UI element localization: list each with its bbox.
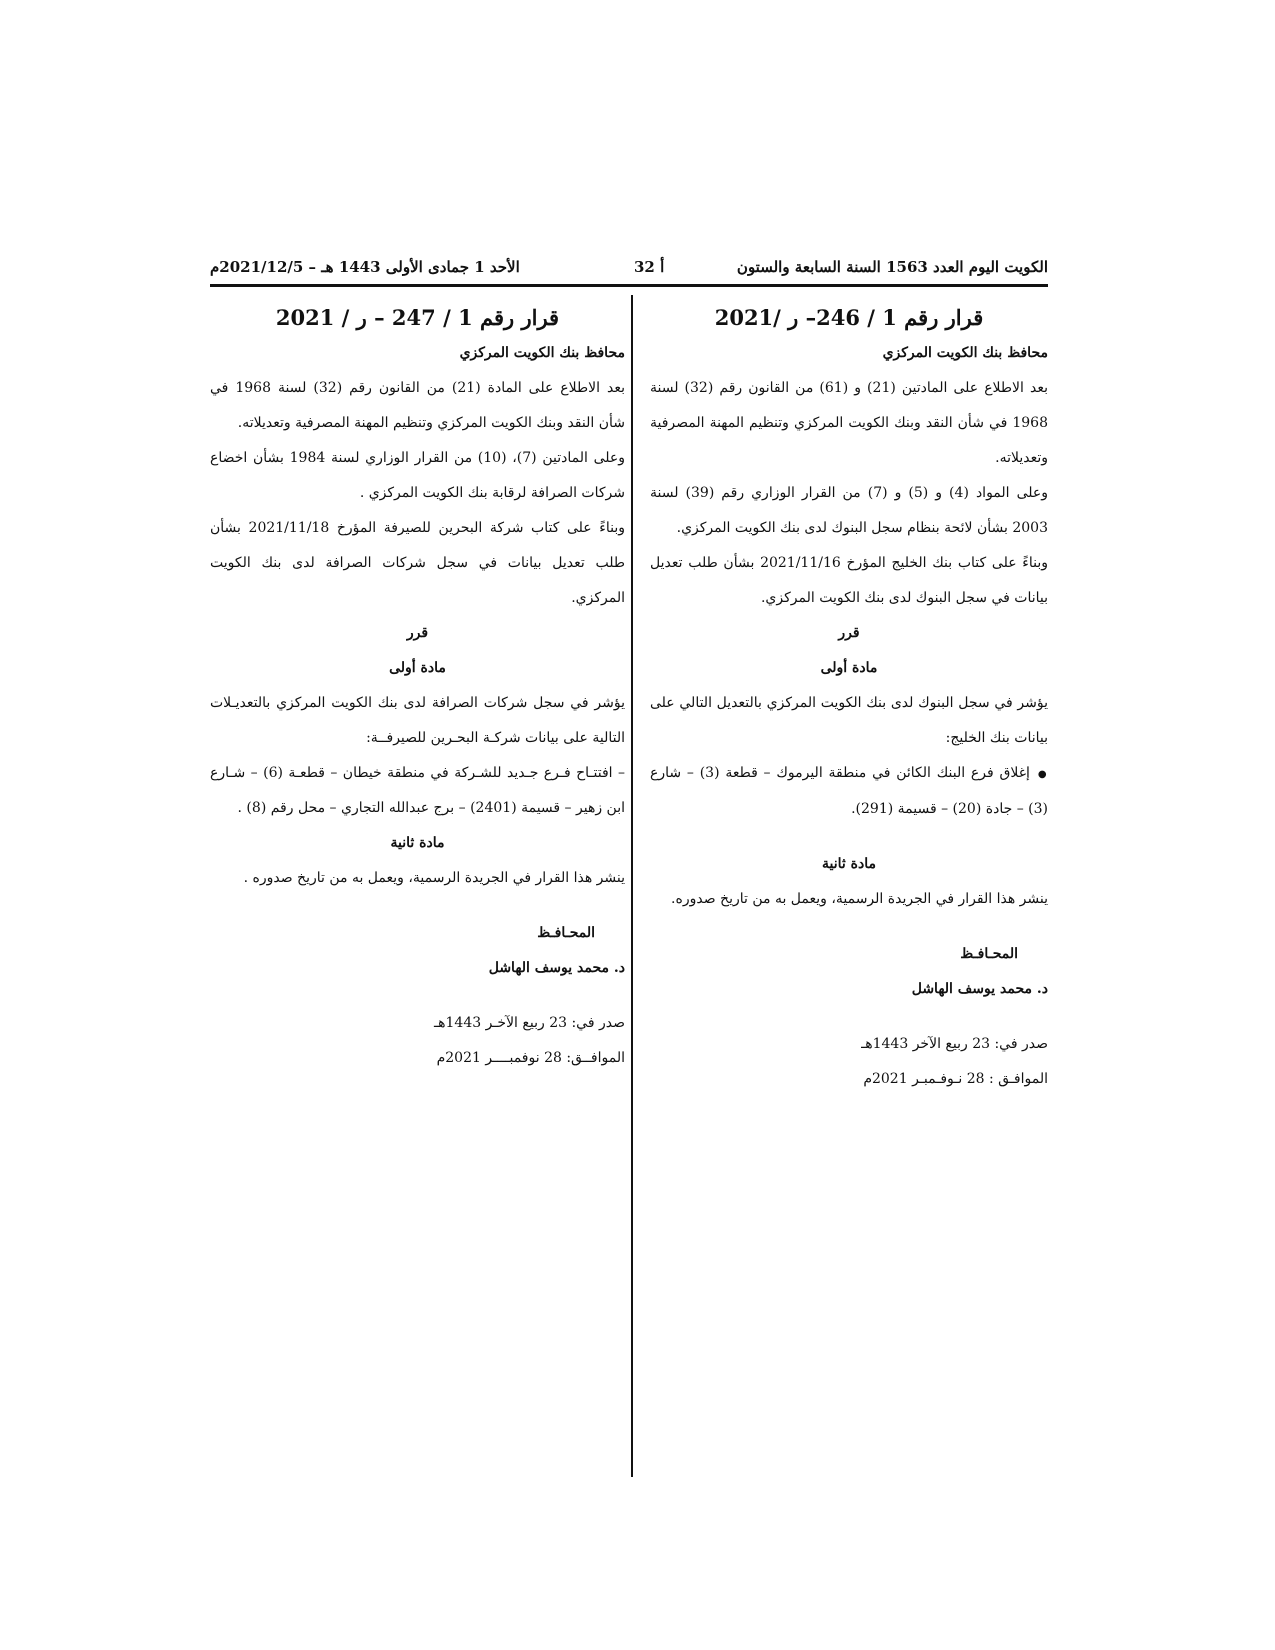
article-1-item: ● إغلاق فرع البنك الكائن في منطقة اليرموك – قطعة (3) – شارع (3) – جادة (20) – قسيمة (291).	[650, 756, 1048, 827]
page-number: أ 32	[634, 258, 665, 276]
preamble-2: وعلى المواد (4) و (5) و (7) من القرار الوزاري رقم (39) لسنة 2003 بشأن لائحة بنظام سجل البنوك لدى بنك الكويت المركزي.	[650, 485, 1048, 536]
column-divider	[631, 295, 633, 1477]
decision-title: قرار رقم 1 / 246– ر /2021	[714, 305, 984, 330]
spacer	[210, 986, 625, 1006]
article-2-heading: مادة ثانية	[822, 856, 876, 872]
article-2-heading: مادة ثانية	[390, 835, 445, 851]
signature-title: المحـافـظ	[960, 946, 1018, 962]
decision-247	[210, 300, 625, 1076]
header-rule	[210, 284, 1048, 287]
preamble-1: بعد الاطلاع على المادة (21) من القانون رقم (32) لسنة 1968 في شأن النقد وبنك الكويت المركزي وتنظيم المهنة المصرفية وتعديلاته.	[210, 380, 625, 431]
spacer	[650, 827, 1048, 847]
preamble-2: وعلى المادتين (7)، (10) من القرار الوزاري لسنة 1984 بشأن اخضاع شركات الصرافة لرقابة بنك الكويت المركزي .	[210, 450, 625, 501]
preamble-3: وبناءً على كتاب شركة البحرين للصيرفة المؤرخ 2021/11/18 بشأن طلب تعديل بيانات في سجل شركات الصرافة لدى بنك الكويت المركزي.	[210, 520, 625, 606]
issued-hijri: صدر في: 23 ربيع الآخر 1443هـ	[861, 1036, 1048, 1052]
spacer	[210, 896, 625, 916]
decided-heading: قرر	[406, 625, 429, 641]
article-1-item: – افتتـاح فـرع جـديد للشـركة في منطقة خيطان – قطعـة (6) – شـارع ابن زهير – قسيمة (2401) – برج عبدالله التجاري – محل رقم (8) .	[210, 765, 625, 816]
article-2-text: ينشر هذا القرار في الجريدة الرسمية، ويعمل به من تاريخ صدوره .	[243, 870, 625, 886]
article-1-text: يؤشر في سجل شركات الصرافة لدى بنك الكويت المركزي بالتعديـلات التالية على بيانات شركـة البحـرين للصيرفــة:	[210, 695, 625, 746]
issued-gregorian: الموافـق : 28 نـوفـمبـر 2021م	[863, 1071, 1048, 1087]
issuer: محافظ بنك الكويت المركزي	[459, 345, 625, 361]
article-1-text: يؤشر في سجل البنوك لدى بنك الكويت المركزي بالتعديل التالي على بيانات بنك الخليج:	[650, 695, 1048, 746]
page-header	[210, 252, 1048, 286]
decided-heading: قرر	[838, 625, 860, 641]
article-1-heading: مادة أولى	[820, 660, 878, 676]
spacer	[650, 1007, 1048, 1027]
issuer: محافظ بنك الكويت المركزي	[882, 345, 1048, 361]
gazette-issue: الكويت اليوم العدد 1563 السنة السابعة والستون	[736, 258, 1048, 276]
signature-name: د. محمد يوسف الهاشل	[488, 960, 625, 976]
issue-date: الأحد 1 جمادى الأولى 1443 هـ – 2021/12/5م	[210, 258, 520, 276]
signature-name: د. محمد يوسف الهاشل	[911, 981, 1048, 997]
preamble-1: بعد الاطلاع على المادتين (21) و (61) من القانون رقم (32) لسنة 1968 في شأن النقد وبنك الكويت المركزي وتنظيم المهنة المصرفية وتعديلاته.	[650, 380, 1048, 466]
article-1-heading: مادة أولى	[389, 660, 446, 676]
decision-title: قرار رقم 1 / 247 – ر / 2021	[275, 305, 560, 330]
decision-246	[650, 300, 1048, 1097]
issued-gregorian: الموافــق: 28 نوفمبــــر 2021م	[436, 1050, 625, 1066]
issued-hijri: صدر في: 23 ربيع الآخـر 1443هـ	[434, 1015, 625, 1031]
signature-title: المحـافـظ	[537, 925, 595, 941]
preamble-3: وبناءً على كتاب بنك الخليج المؤرخ 2021/11/16 بشأن طلب تعديل بيانات في سجل البنوك لدى بنك الكويت المركزي.	[650, 555, 1048, 606]
article-2-text: ينشر هذا القرار في الجريدة الرسمية، ويعمل به من تاريخ صدوره.	[671, 891, 1048, 907]
spacer	[650, 917, 1048, 937]
